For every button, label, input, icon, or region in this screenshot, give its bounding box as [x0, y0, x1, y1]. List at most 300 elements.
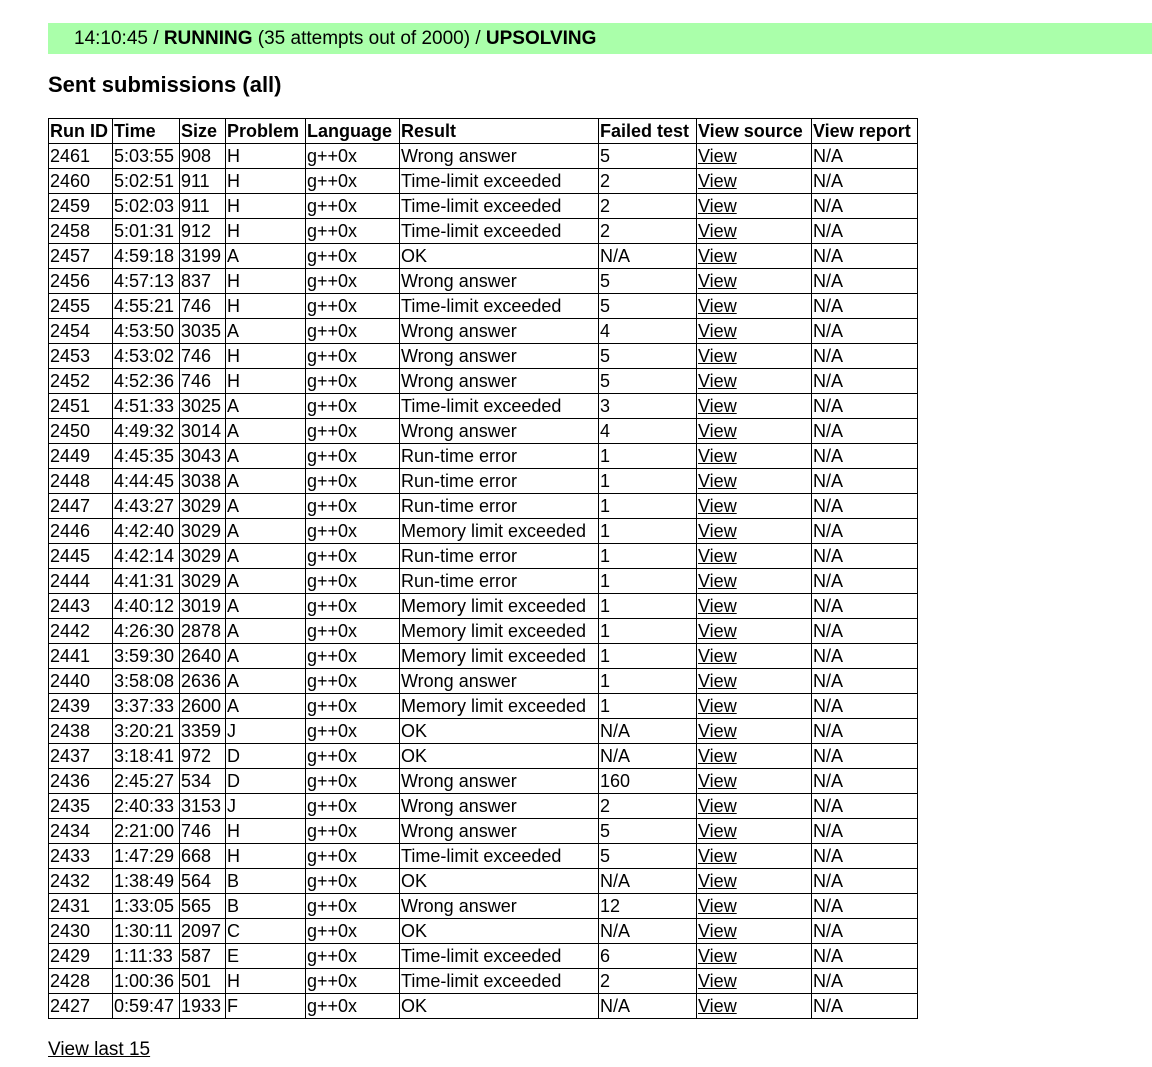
- language-cell: g++0x: [306, 244, 400, 269]
- view-source-cell: [697, 919, 812, 944]
- problem-cell: D: [226, 769, 306, 794]
- language-cell: g++0x: [306, 144, 400, 169]
- view-report-cell: N/A: [812, 719, 918, 744]
- view-report-cell: N/A: [812, 844, 918, 869]
- view-source-link[interactable]: View: [698, 846, 737, 866]
- view-report-cell: N/A: [812, 419, 918, 444]
- view-report-cell: N/A: [812, 569, 918, 594]
- language-cell: g++0x: [306, 294, 400, 319]
- language-cell: g++0x: [306, 744, 400, 769]
- view-source-link[interactable]: View: [698, 196, 737, 216]
- view-last-15-link[interactable]: View last 15: [48, 1039, 151, 1060]
- result-cell: Run-time error: [400, 544, 599, 569]
- view-report-cell: N/A: [812, 619, 918, 644]
- view-source-link[interactable]: View: [698, 421, 737, 441]
- failed-test-cell: 1: [599, 619, 697, 644]
- failed-test-cell: 12: [599, 894, 697, 919]
- view-report-cell: N/A: [812, 694, 918, 719]
- table-row: [49, 469, 918, 494]
- problem-cell: A: [226, 394, 306, 419]
- header-size: Size: [180, 119, 226, 144]
- problem-cell: H: [226, 194, 306, 219]
- failed-test-cell: 3: [599, 394, 697, 419]
- run-id-cell: 2441: [49, 644, 113, 669]
- failed-test-cell: 1: [599, 669, 697, 694]
- view-source-cell: [697, 269, 812, 294]
- result-cell: OK: [400, 869, 599, 894]
- language-cell: g++0x: [306, 844, 400, 869]
- language-cell: g++0x: [306, 469, 400, 494]
- size-cell: 3029: [180, 494, 226, 519]
- time-cell: 4:45:35: [113, 444, 180, 469]
- size-cell: 2640: [180, 644, 226, 669]
- failed-test-cell: N/A: [599, 244, 697, 269]
- view-source-link[interactable]: View: [698, 271, 737, 291]
- view-report-cell: N/A: [812, 869, 918, 894]
- time-cell: 3:37:33: [113, 694, 180, 719]
- table-row: [49, 144, 918, 169]
- view-source-cell: [697, 894, 812, 919]
- language-cell: g++0x: [306, 994, 400, 1019]
- table-row: [49, 919, 918, 944]
- view-source-cell: [697, 369, 812, 394]
- header-time: Time: [113, 119, 180, 144]
- problem-cell: C: [226, 919, 306, 944]
- view-source-link[interactable]: View: [698, 546, 737, 566]
- failed-test-cell: 5: [599, 269, 697, 294]
- time-cell: 4:53:02: [113, 344, 180, 369]
- table-row: [49, 569, 918, 594]
- submissions-table: [48, 118, 918, 1019]
- run-id-cell: 2444: [49, 569, 113, 594]
- language-cell: g++0x: [306, 569, 400, 594]
- problem-cell: A: [226, 544, 306, 569]
- failed-test-cell: 5: [599, 369, 697, 394]
- table-row: [49, 419, 918, 444]
- header-result: Result: [400, 119, 599, 144]
- result-cell: Time-limit exceeded: [400, 969, 599, 994]
- size-cell: 912: [180, 219, 226, 244]
- view-source-link[interactable]: View: [698, 946, 737, 966]
- table-row: [49, 944, 918, 969]
- table-row: [49, 494, 918, 519]
- language-cell: g++0x: [306, 594, 400, 619]
- result-cell: OK: [400, 919, 599, 944]
- failed-test-cell: 1: [599, 569, 697, 594]
- size-cell: 2636: [180, 669, 226, 694]
- language-cell: g++0x: [306, 894, 400, 919]
- run-id-cell: 2434: [49, 819, 113, 844]
- time-cell: 4:53:50: [113, 319, 180, 344]
- time-cell: 0:59:47: [113, 994, 180, 1019]
- problem-cell: H: [226, 169, 306, 194]
- result-cell: Memory limit exceeded: [400, 644, 599, 669]
- table-row: [49, 994, 918, 1019]
- language-cell: g++0x: [306, 219, 400, 244]
- size-cell: 911: [180, 169, 226, 194]
- problem-cell: J: [226, 719, 306, 744]
- view-report-cell: N/A: [812, 194, 918, 219]
- contest-state: RUNNING: [163, 28, 253, 49]
- table-row: [49, 194, 918, 219]
- view-source-link[interactable]: View: [698, 671, 737, 691]
- result-cell: Wrong answer: [400, 794, 599, 819]
- failed-test-cell: 2: [599, 794, 697, 819]
- view-report-cell: N/A: [812, 169, 918, 194]
- failed-test-cell: 1: [599, 644, 697, 669]
- table-row: [49, 819, 918, 844]
- view-report-cell: N/A: [812, 894, 918, 919]
- problem-cell: B: [226, 894, 306, 919]
- run-id-cell: 2427: [49, 994, 113, 1019]
- failed-test-cell: N/A: [599, 919, 697, 944]
- language-cell: g++0x: [306, 644, 400, 669]
- view-source-cell: [697, 994, 812, 1019]
- result-cell: Memory limit exceeded: [400, 519, 599, 544]
- view-source-cell: [697, 869, 812, 894]
- problem-cell: A: [226, 594, 306, 619]
- run-id-cell: 2432: [49, 869, 113, 894]
- size-cell: 668: [180, 844, 226, 869]
- view-source-cell: [697, 319, 812, 344]
- view-source-link[interactable]: View: [698, 746, 737, 766]
- run-id-cell: 2456: [49, 269, 113, 294]
- run-id-cell: 2457: [49, 244, 113, 269]
- language-cell: g++0x: [306, 544, 400, 569]
- run-id-cell: 2436: [49, 769, 113, 794]
- view-source-link[interactable]: View: [698, 171, 737, 191]
- problem-cell: A: [226, 494, 306, 519]
- view-source-cell: [697, 169, 812, 194]
- header-failed-test: Failed test: [599, 119, 697, 144]
- time-cell: 1:47:29: [113, 844, 180, 869]
- size-cell: 2600: [180, 694, 226, 719]
- view-source-link[interactable]: View: [698, 896, 737, 916]
- failed-test-cell: 5: [599, 819, 697, 844]
- size-cell: 3035: [180, 319, 226, 344]
- time-cell: 4:40:12: [113, 594, 180, 619]
- result-cell: OK: [400, 994, 599, 1019]
- language-cell: g++0x: [306, 444, 400, 469]
- view-source-cell: [697, 619, 812, 644]
- table-row: [49, 744, 918, 769]
- problem-cell: H: [226, 844, 306, 869]
- failed-test-cell: N/A: [599, 869, 697, 894]
- view-source-link[interactable]: View: [698, 471, 737, 491]
- result-cell: Wrong answer: [400, 419, 599, 444]
- size-cell: 587: [180, 944, 226, 969]
- view-source-cell: [697, 419, 812, 444]
- time-cell: 2:40:33: [113, 794, 180, 819]
- view-source-link[interactable]: View: [698, 146, 737, 166]
- view-source-link[interactable]: View: [698, 821, 737, 841]
- table-row: [49, 769, 918, 794]
- result-cell: Run-time error: [400, 444, 599, 469]
- view-source-link[interactable]: View: [698, 571, 737, 591]
- result-cell: Wrong answer: [400, 819, 599, 844]
- view-source-cell: [697, 294, 812, 319]
- failed-test-cell: 1: [599, 469, 697, 494]
- result-cell: Time-limit exceeded: [400, 394, 599, 419]
- run-id-cell: 2440: [49, 669, 113, 694]
- language-cell: g++0x: [306, 919, 400, 944]
- view-source-cell: [697, 569, 812, 594]
- language-cell: g++0x: [306, 669, 400, 694]
- size-cell: 972: [180, 744, 226, 769]
- language-cell: g++0x: [306, 519, 400, 544]
- run-id-cell: 2442: [49, 619, 113, 644]
- table-row: [49, 369, 918, 394]
- language-cell: g++0x: [306, 769, 400, 794]
- result-cell: Wrong answer: [400, 344, 599, 369]
- view-source-cell: [697, 494, 812, 519]
- run-id-cell: 2430: [49, 919, 113, 944]
- problem-cell: A: [226, 319, 306, 344]
- failed-test-cell: 2: [599, 969, 697, 994]
- run-id-cell: 2438: [49, 719, 113, 744]
- result-cell: OK: [400, 744, 599, 769]
- problem-cell: H: [226, 819, 306, 844]
- view-source-link[interactable]: View: [698, 371, 737, 391]
- failed-test-cell: 5: [599, 144, 697, 169]
- view-source-link[interactable]: View: [698, 596, 737, 616]
- view-report-cell: N/A: [812, 594, 918, 619]
- time-cell: 3:18:41: [113, 744, 180, 769]
- attempts-info: (35 attempts out of 2000) /: [252, 28, 486, 49]
- result-cell: Time-limit exceeded: [400, 194, 599, 219]
- result-cell: Wrong answer: [400, 769, 599, 794]
- view-source-link[interactable]: View: [698, 521, 737, 541]
- size-cell: 837: [180, 269, 226, 294]
- size-cell: 564: [180, 869, 226, 894]
- time-cell: 4:59:18: [113, 244, 180, 269]
- view-source-link[interactable]: View: [698, 796, 737, 816]
- view-source-link[interactable]: View: [698, 346, 737, 366]
- table-row: [49, 444, 918, 469]
- view-report-cell: N/A: [812, 769, 918, 794]
- size-cell: 3029: [180, 569, 226, 594]
- run-id-cell: 2460: [49, 169, 113, 194]
- view-report-cell: N/A: [812, 269, 918, 294]
- page-title: Sent submissions (all): [48, 72, 282, 97]
- server-time: 14:10:45: [74, 28, 148, 49]
- status-separator: /: [147, 28, 164, 49]
- time-cell: 4:52:36: [113, 369, 180, 394]
- view-report-cell: N/A: [812, 294, 918, 319]
- view-source-link[interactable]: View: [698, 646, 737, 666]
- header-view-source: View source: [697, 119, 812, 144]
- size-cell: 534: [180, 769, 226, 794]
- problem-cell: D: [226, 744, 306, 769]
- problem-cell: J: [226, 794, 306, 819]
- run-id-cell: 2453: [49, 344, 113, 369]
- result-cell: Wrong answer: [400, 369, 599, 394]
- view-source-link[interactable]: View: [698, 496, 737, 516]
- table-row: [49, 319, 918, 344]
- view-source-link[interactable]: View: [698, 721, 737, 741]
- table-row: [49, 594, 918, 619]
- view-source-link[interactable]: View: [698, 921, 737, 941]
- size-cell: 908: [180, 144, 226, 169]
- failed-test-cell: 1: [599, 444, 697, 469]
- view-source-link[interactable]: View: [698, 771, 737, 791]
- time-cell: 3:20:21: [113, 719, 180, 744]
- problem-cell: H: [226, 369, 306, 394]
- result-cell: Memory limit exceeded: [400, 619, 599, 644]
- view-source-cell: [697, 519, 812, 544]
- view-report-cell: N/A: [812, 494, 918, 519]
- failed-test-cell: 4: [599, 419, 697, 444]
- problem-cell: E: [226, 944, 306, 969]
- table-row: [49, 544, 918, 569]
- size-cell: 3153: [180, 794, 226, 819]
- table-row: [49, 694, 918, 719]
- view-source-link[interactable]: View: [698, 396, 737, 416]
- view-report-cell: N/A: [812, 444, 918, 469]
- language-cell: g++0x: [306, 419, 400, 444]
- time-cell: 5:02:03: [113, 194, 180, 219]
- run-id-cell: 2431: [49, 894, 113, 919]
- table-row: [49, 169, 918, 194]
- size-cell: 911: [180, 194, 226, 219]
- view-report-cell: N/A: [812, 344, 918, 369]
- run-id-cell: 2428: [49, 969, 113, 994]
- view-report-cell: N/A: [812, 994, 918, 1019]
- table-row: [49, 394, 918, 419]
- run-id-cell: 2435: [49, 794, 113, 819]
- language-cell: g++0x: [306, 369, 400, 394]
- language-cell: g++0x: [306, 794, 400, 819]
- run-id-cell: 2455: [49, 294, 113, 319]
- run-id-cell: 2439: [49, 694, 113, 719]
- size-cell: 3038: [180, 469, 226, 494]
- result-cell: Wrong answer: [400, 669, 599, 694]
- view-source-cell: [697, 344, 812, 369]
- failed-test-cell: N/A: [599, 744, 697, 769]
- view-source-link[interactable]: View: [698, 621, 737, 641]
- view-source-link[interactable]: View: [698, 971, 737, 991]
- result-cell: Run-time error: [400, 494, 599, 519]
- failed-test-cell: 6: [599, 944, 697, 969]
- view-source-link[interactable]: View: [698, 996, 737, 1016]
- problem-cell: H: [226, 294, 306, 319]
- table-row: [49, 669, 918, 694]
- language-cell: g++0x: [306, 194, 400, 219]
- time-cell: 4:57:13: [113, 269, 180, 294]
- view-source-link[interactable]: View: [698, 446, 737, 466]
- view-report-cell: N/A: [812, 219, 918, 244]
- view-source-cell: [697, 769, 812, 794]
- failed-test-cell: 1: [599, 694, 697, 719]
- size-cell: 746: [180, 294, 226, 319]
- failed-test-cell: 5: [599, 344, 697, 369]
- time-cell: 5:01:31: [113, 219, 180, 244]
- problem-cell: A: [226, 619, 306, 644]
- view-source-cell: [697, 844, 812, 869]
- size-cell: 3019: [180, 594, 226, 619]
- failed-test-cell: 160: [599, 769, 697, 794]
- view-source-cell: [697, 694, 812, 719]
- problem-cell: A: [226, 694, 306, 719]
- result-cell: OK: [400, 719, 599, 744]
- header-run-id: Run ID: [49, 119, 113, 144]
- language-cell: g++0x: [306, 494, 400, 519]
- view-source-link[interactable]: View: [698, 296, 737, 316]
- time-cell: 1:38:49: [113, 869, 180, 894]
- view-source-link[interactable]: View: [698, 696, 737, 716]
- view-source-cell: [697, 594, 812, 619]
- problem-cell: A: [226, 519, 306, 544]
- size-cell: 501: [180, 969, 226, 994]
- language-cell: g++0x: [306, 319, 400, 344]
- size-cell: 3014: [180, 419, 226, 444]
- failed-test-cell: 1: [599, 519, 697, 544]
- time-cell: 4:44:45: [113, 469, 180, 494]
- size-cell: 746: [180, 344, 226, 369]
- language-cell: g++0x: [306, 269, 400, 294]
- submissions-body: [49, 144, 918, 1019]
- result-cell: Time-limit exceeded: [400, 219, 599, 244]
- time-cell: 4:42:40: [113, 519, 180, 544]
- view-source-cell: [697, 644, 812, 669]
- run-id-cell: 2454: [49, 319, 113, 344]
- failed-test-cell: 4: [599, 319, 697, 344]
- view-source-link[interactable]: View: [698, 221, 737, 241]
- size-cell: 3043: [180, 444, 226, 469]
- view-report-cell: N/A: [812, 819, 918, 844]
- size-cell: 3025: [180, 394, 226, 419]
- problem-cell: A: [226, 444, 306, 469]
- view-source-link[interactable]: View: [698, 871, 737, 891]
- table-row: [49, 219, 918, 244]
- view-report-cell: N/A: [812, 644, 918, 669]
- problem-cell: A: [226, 644, 306, 669]
- run-id-cell: 2447: [49, 494, 113, 519]
- view-source-cell: [697, 794, 812, 819]
- table-row: [49, 894, 918, 919]
- problem-cell: A: [226, 669, 306, 694]
- problem-cell: H: [226, 269, 306, 294]
- run-id-cell: 2451: [49, 394, 113, 419]
- time-cell: 4:26:30: [113, 619, 180, 644]
- view-source-cell: [697, 244, 812, 269]
- result-cell: Time-limit exceeded: [400, 844, 599, 869]
- run-id-cell: 2458: [49, 219, 113, 244]
- result-cell: Time-limit exceeded: [400, 169, 599, 194]
- language-cell: g++0x: [306, 869, 400, 894]
- run-id-cell: 2450: [49, 419, 113, 444]
- failed-test-cell: 5: [599, 294, 697, 319]
- view-report-cell: N/A: [812, 519, 918, 544]
- result-cell: Run-time error: [400, 469, 599, 494]
- language-cell: g++0x: [306, 619, 400, 644]
- language-cell: g++0x: [306, 944, 400, 969]
- result-cell: Wrong answer: [400, 894, 599, 919]
- language-cell: g++0x: [306, 969, 400, 994]
- time-cell: 4:41:31: [113, 569, 180, 594]
- run-id-cell: 2437: [49, 744, 113, 769]
- table-row: [49, 794, 918, 819]
- run-id-cell: 2445: [49, 544, 113, 569]
- view-report-cell: N/A: [812, 144, 918, 169]
- problem-cell: H: [226, 219, 306, 244]
- failed-test-cell: 2: [599, 194, 697, 219]
- contest-mode: UPSOLVING: [485, 28, 597, 49]
- header-view-report: View report: [812, 119, 918, 144]
- view-source-link[interactable]: View: [698, 321, 737, 341]
- table-row: [49, 294, 918, 319]
- view-source-link[interactable]: View: [698, 246, 737, 266]
